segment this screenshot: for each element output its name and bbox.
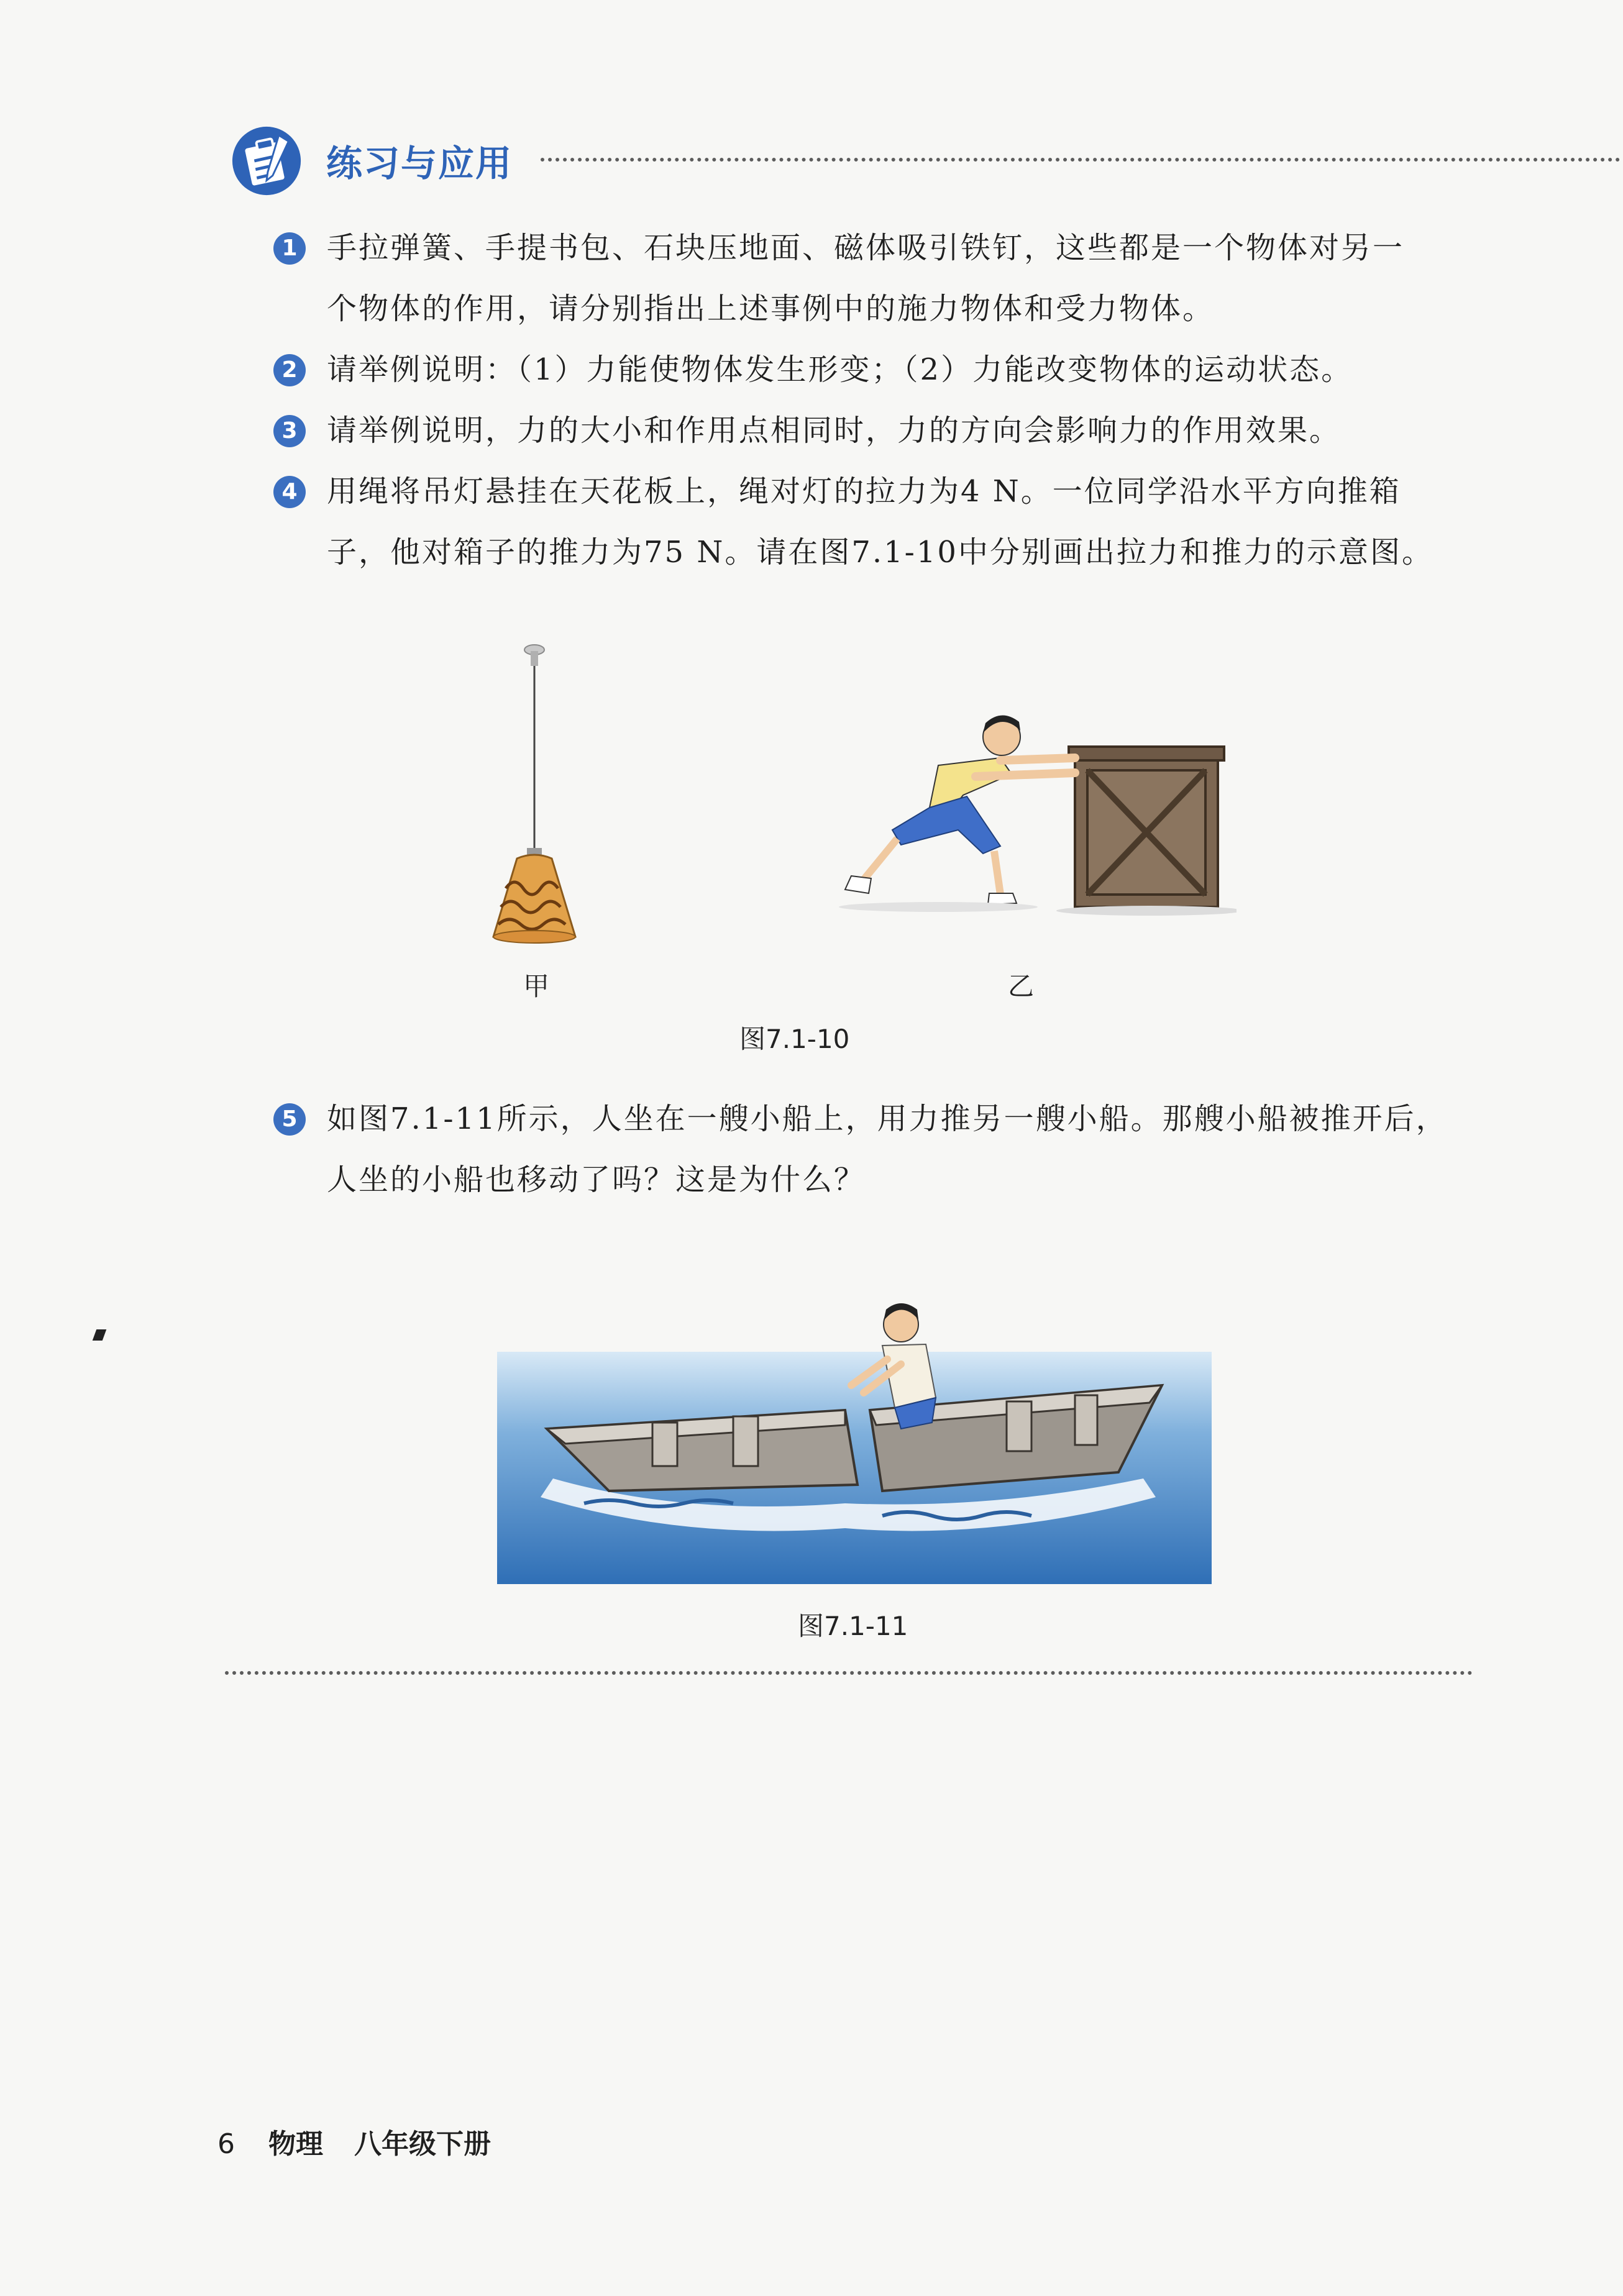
section-title: 练习与应用 <box>326 142 513 184</box>
question-line: 个物体的作用，请分别指出上述事例中的施力物体和受力物体。 <box>327 291 1215 326</box>
question-line: 手拉弹簧、手提书包、石块压地面、磁体吸引铁钉，这些都是一个物体对另一 <box>327 230 1405 265</box>
figure-label-a: 甲 <box>523 971 550 1001</box>
question-text <box>327 461 1495 583</box>
figure-caption-7-1-10: 图7.1-10 <box>739 1024 850 1054</box>
question-number-badge: 2 <box>273 354 306 386</box>
boats-illustration <box>497 1292 1212 1584</box>
question-line: 子，他对箱子的推力为75 N。请在图7.1-10中分别画出拉力和推力的示意图。 <box>327 535 1433 570</box>
hanging-lamp-illustration <box>460 640 609 944</box>
question-number-badge: 5 <box>273 1103 306 1136</box>
page-number: 6 <box>217 2128 235 2160</box>
question-line: 用绳将吊灯悬挂在天花板上，绳对灯的拉力为4 N。一位同学沿水平方向推箱 <box>327 474 1401 509</box>
question-line: 请举例说明，力的大小和作用点相同时，力的方向会影响力的作用效果。 <box>327 413 1342 448</box>
boy-pushing-box-illustration <box>814 708 1237 919</box>
question-line: 人坐的小船也移动了吗？这是为什么？ <box>327 1162 866 1197</box>
header-divider <box>541 158 1623 162</box>
section-header <box>230 118 1510 205</box>
scan-mark <box>93 1329 107 1341</box>
page-footer <box>217 2121 491 2161</box>
footer-grade: 八年级下册 <box>354 2128 491 2160</box>
question-text <box>327 339 1495 400</box>
section-end-divider <box>225 1671 1473 1675</box>
figure-caption-7-1-11: 图7.1-11 <box>798 1611 908 1641</box>
question-text <box>327 1088 1495 1210</box>
figure-label-b: 乙 <box>1008 971 1035 1001</box>
question-number-badge: 3 <box>273 415 306 447</box>
question-line: 请举例说明：（1）力能使物体发生形变；（2）力能改变物体的运动状态。 <box>327 352 1353 387</box>
clipboard-pencil-icon <box>230 124 303 198</box>
question-number-badge: 4 <box>273 476 306 508</box>
footer-subject: 物理 <box>268 2128 323 2160</box>
question-number-badge: 1 <box>273 232 306 265</box>
question-line: 如图7.1-11所示，人坐在一艘小船上，用力推另一艘小船。那艘小船被推开后， <box>327 1101 1448 1136</box>
question-text <box>327 400 1495 461</box>
question-text <box>327 217 1495 339</box>
